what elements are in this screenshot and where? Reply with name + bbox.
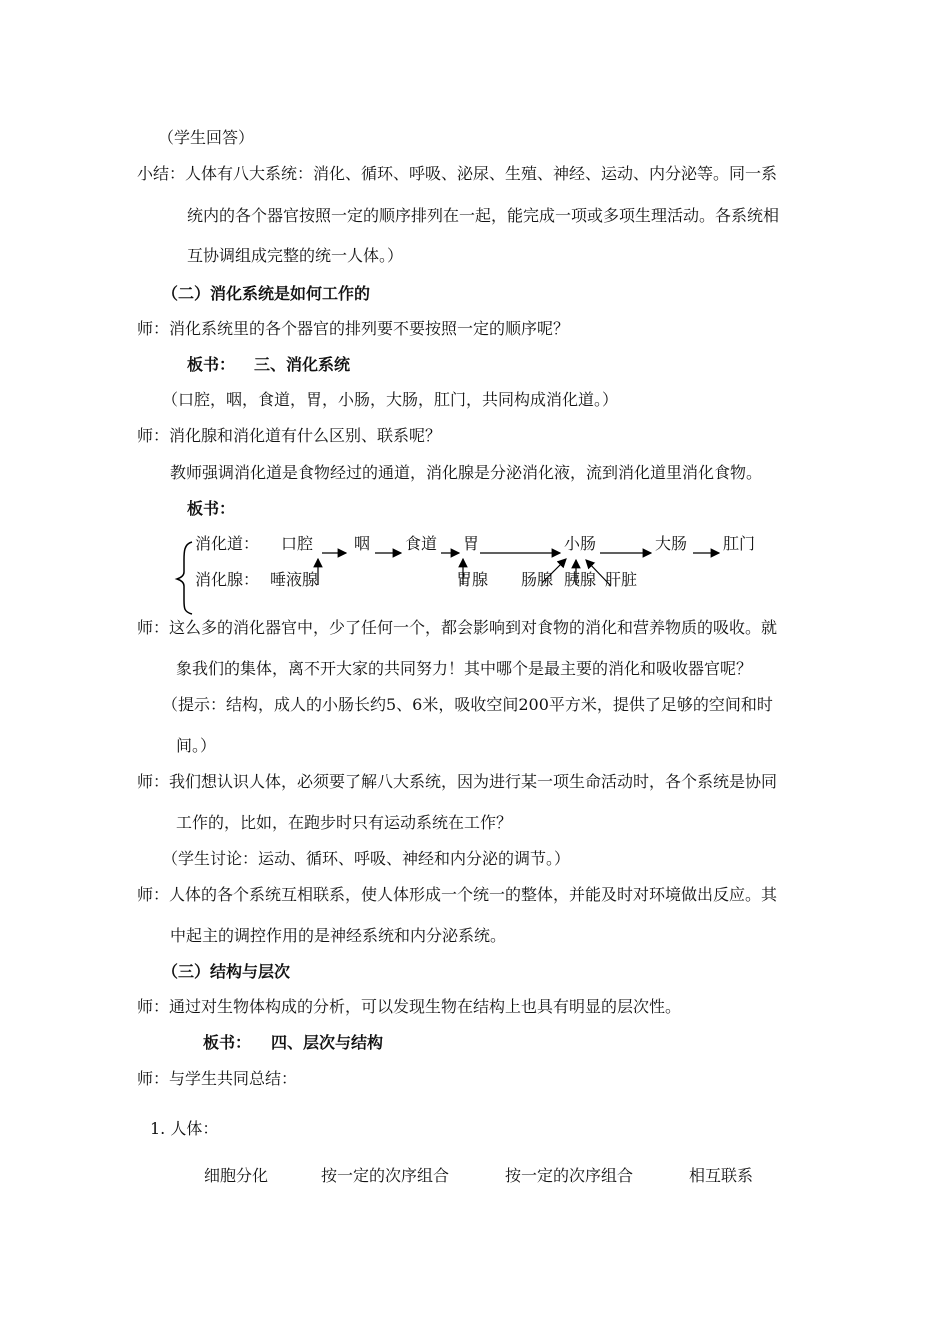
arrow-liver-up xyxy=(586,560,610,585)
board-label-2: 板书： xyxy=(187,499,236,518)
teacher-line-organs-1: 师：这么多的消化器官中，少了任何一个，都会影响到对食物的消化和营养物质的吸收。就 xyxy=(137,618,778,637)
tract-label: 消化道： xyxy=(195,534,260,553)
board-label-1: 板书： xyxy=(187,355,236,374)
organ-small-intestine: 小肠 xyxy=(564,534,597,553)
teacher-line-unity-1: 师：人体的各个系统互相联系，使人体形成一个统一的整体，并能及时对环境做出反应。其 xyxy=(137,885,778,904)
teacher-line-unity-2: 中起主的调控作用的是神经系统和内分泌系统。 xyxy=(170,926,507,945)
hint-line-1: （提示：结构，成人的小肠长约5、6米，吸收空间200平方米，提供了足够的空间和时 xyxy=(162,695,773,714)
list-item-human-body: 1. 人体： xyxy=(150,1119,219,1138)
organ-stomach: 胃 xyxy=(463,534,480,553)
label-ordered-combination-2: 按一定的次序组合 xyxy=(505,1166,634,1185)
student-discussion: （学生讨论：运动、循环、呼吸、神经和内分泌的调节。） xyxy=(162,849,571,868)
board-title-digestive-system: 三、消化系统 xyxy=(254,355,351,374)
student-answer-line: （学生回答） xyxy=(158,128,255,147)
summary-line-1: 小结：人体有八大系统：消化、循环、呼吸、泌尿、生殖、神经、运动、内分泌等。同一系 xyxy=(137,164,778,183)
teacher-line-systems-2: 工作的，比如，在跑步时只有运动系统在工作？ xyxy=(176,813,513,832)
teacher-line-organs-2: 象我们的集体，离不开大家的共同努力！其中哪个是最主要的消化和吸收器官呢？ xyxy=(176,659,753,678)
gland-gastric: 胃腺 xyxy=(456,570,489,589)
teacher-question-order: 师：消化系统里的各个器官的排列要不要按照一定的顺序呢？ xyxy=(137,319,570,338)
section-heading-structure: （三）结构与层次 xyxy=(162,962,291,981)
label-cell-differentiation: 细胞分化 xyxy=(204,1166,269,1185)
gland-pancreas: 胰腺 xyxy=(564,570,597,589)
board-title-structure: 四、层次与结构 xyxy=(271,1033,384,1052)
label-interconnection: 相互联系 xyxy=(689,1166,754,1185)
gland-liver: 肝脏 xyxy=(605,570,638,589)
hint-line-2: 间。） xyxy=(176,736,217,755)
brace xyxy=(177,542,192,614)
section-heading-digestive: （二）消化系统是如何工作的 xyxy=(162,284,371,303)
gland-intestinal: 肠腺 xyxy=(521,570,554,589)
organ-esophagus: 食道 xyxy=(405,534,438,553)
teacher-emphasis: 教师强调消化道是食物经过的通道，消化腺是分泌消化液，流到消化道里消化食物。 xyxy=(170,463,763,482)
teacher-line-systems-1: 师：我们想认识人体，必须要了解八大系统，因为进行某一项生命活动时，各个系统是协同 xyxy=(137,772,778,791)
summary-line-3: 互协调组成完整的统一人体。） xyxy=(187,246,404,265)
digestive-tract-list: （口腔，咽，食道，胃，小肠，大肠，肛门，共同构成消化道。） xyxy=(162,390,619,409)
arrow-intestinal-up xyxy=(542,559,566,583)
teacher-line-structure: 师：通过对生物体构成的分析，可以发现生物在结构上也具有明显的层次性。 xyxy=(137,997,682,1016)
organ-pharynx: 咽 xyxy=(354,534,371,553)
label-ordered-combination-1: 按一定的次序组合 xyxy=(321,1166,450,1185)
organ-large-intestine: 大肠 xyxy=(655,534,688,553)
gland-label: 消化腺： xyxy=(195,570,260,589)
organ-mouth: 口腔 xyxy=(281,534,314,553)
teacher-summary-intro: 师：与学生共同总结： xyxy=(137,1069,298,1088)
teacher-question-glands: 师：消化腺和消化道有什么区别、联系呢？ xyxy=(137,426,442,445)
board-label-3: 板书： xyxy=(203,1033,252,1052)
gland-salivary: 唾液腺 xyxy=(270,570,319,589)
summary-line-2: 统内的各个器官按照一定的顺序排列在一起，能完成一项或多项生理活动。各系统相 xyxy=(187,206,780,225)
organ-anus: 肛门 xyxy=(723,534,756,553)
